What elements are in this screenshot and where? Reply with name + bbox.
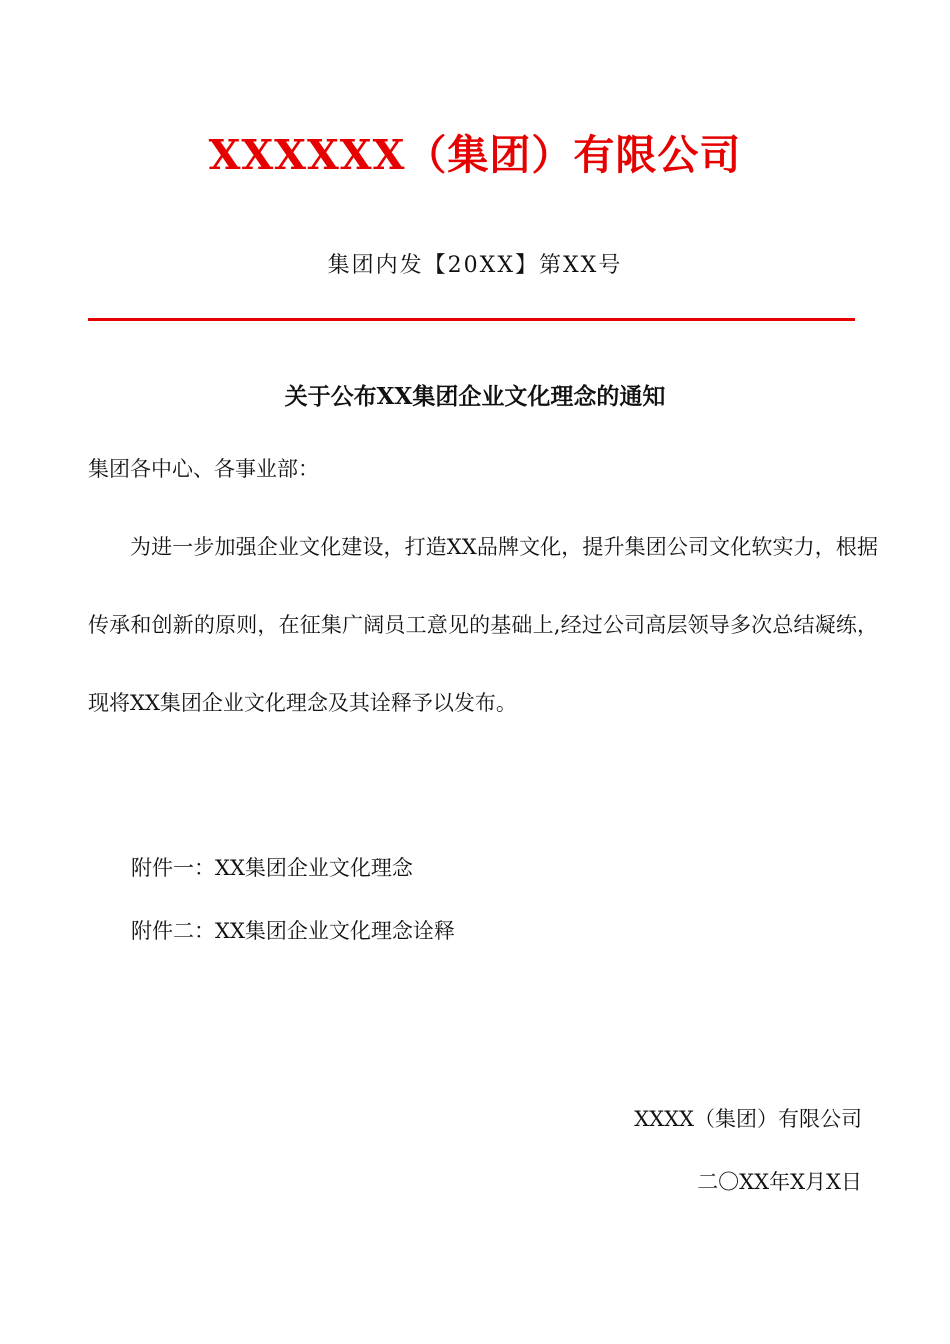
signature-organization: XXXX（集团）有限公司 xyxy=(634,1107,862,1131)
red-divider-line xyxy=(88,318,855,321)
attachment-item: 附件一：XX集团企业文化理念 xyxy=(131,856,413,880)
salutation: 集团各中心、各事业部： xyxy=(88,457,319,481)
body-paragraph: 为进一步加强企业文化建设，打造XX品牌文化，提升集团公司文化软实力，根据传承和创新的原则，在征集广阔员工意见的基础上,经过公司高层领导多次总结凝练，现将XX集团企业文化理念及其诠释予以发布。 xyxy=(88,535,878,715)
notice-title: 关于公布XX集团企业文化理念的通知 xyxy=(284,383,666,410)
signature-date: 二〇XX年X月X日 xyxy=(697,1170,862,1194)
organization-title: XXXXXX（集团）有限公司 xyxy=(208,131,742,179)
attachment-item: 附件二：XX集团企业文化理念诠释 xyxy=(131,919,455,943)
document-number: 集团内发【20XX】第XX号 xyxy=(327,253,623,278)
